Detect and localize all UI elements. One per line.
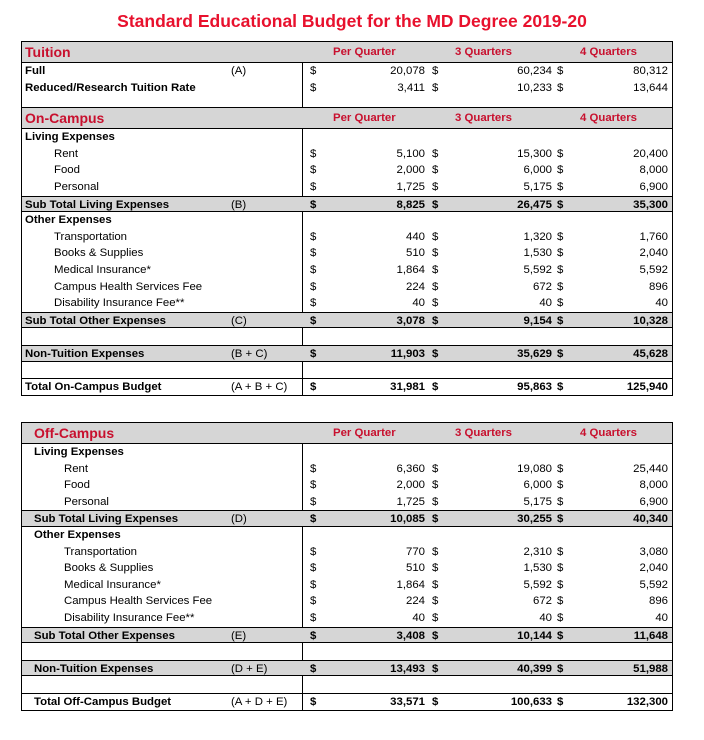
currency-symbol: $ xyxy=(557,180,564,193)
four-quarters-value: 51,988 xyxy=(633,662,668,675)
currency-symbol: $ xyxy=(432,629,439,642)
per-quarter-value: 6,360 xyxy=(396,462,425,475)
table-row xyxy=(22,295,672,312)
non-tuition-row xyxy=(22,345,672,362)
currency-symbol: $ xyxy=(432,280,439,293)
row-label: Food xyxy=(64,479,90,492)
currency-symbol: $ xyxy=(310,198,317,211)
currency-symbol: $ xyxy=(310,611,317,624)
row-label: Transportation xyxy=(64,545,138,558)
three-quarters-value: 19,080 xyxy=(517,462,552,475)
per-quarter-value: 40 xyxy=(412,611,425,624)
currency-symbol: $ xyxy=(432,347,439,360)
row-label: Total Off-Campus Budget xyxy=(34,695,172,708)
three-quarters-value: 5,592 xyxy=(523,578,552,591)
three-quarters-value: 5,175 xyxy=(523,180,552,193)
four-quarters-value: 13,644 xyxy=(633,81,668,94)
currency-symbol: $ xyxy=(432,562,439,575)
table-row xyxy=(22,245,672,262)
currency-symbol: $ xyxy=(557,495,564,508)
per-quarter-value: 440 xyxy=(405,230,425,243)
row-label: Other Expenses xyxy=(25,214,112,227)
three-quarters-value: 2,310 xyxy=(523,545,552,558)
three-quarters-value: 5,175 xyxy=(523,495,552,508)
row-label: Total On-Campus Budget xyxy=(25,381,162,394)
row-label: Rent xyxy=(64,462,89,475)
formula-code: (B + C) xyxy=(231,347,268,360)
four-quarters-value: 132,300 xyxy=(626,695,668,708)
spacer-row xyxy=(22,362,672,379)
per-quarter-value: 3,411 xyxy=(397,81,425,94)
currency-symbol: $ xyxy=(432,247,439,260)
formula-code: (D + E) xyxy=(231,662,268,675)
col-per-quarter: Per Quarter xyxy=(333,46,396,58)
four-quarters-value: 8,000 xyxy=(639,479,668,492)
per-quarter-value: 13,493 xyxy=(390,662,425,675)
currency-symbol: $ xyxy=(557,247,564,260)
row-label: Transportation xyxy=(54,230,128,243)
currency-symbol: $ xyxy=(557,513,564,526)
per-quarter-value: 1,864 xyxy=(396,578,425,591)
four-quarters-value: 5,592 xyxy=(639,578,668,591)
spacer-row xyxy=(22,643,672,660)
currency-symbol: $ xyxy=(310,595,317,608)
three-quarters-value: 10,144 xyxy=(517,629,552,642)
three-quarters-value: 40 xyxy=(539,297,552,310)
currency-symbol: $ xyxy=(432,230,439,243)
four-quarters-value: 6,900 xyxy=(639,180,668,193)
three-quarters-value: 60,234 xyxy=(517,65,552,77)
three-quarters-value: 1,530 xyxy=(523,247,552,260)
per-quarter-value: 5,100 xyxy=(396,147,425,160)
other-expenses-header xyxy=(22,212,672,229)
currency-symbol: $ xyxy=(432,462,439,475)
row-label: Sub Total Living Expenses xyxy=(34,513,179,526)
table-row xyxy=(22,162,672,179)
col-4-quarters: 4 Quarters xyxy=(580,46,637,58)
four-quarters-value: 1,760 xyxy=(639,230,668,243)
three-quarters-value: 9,154 xyxy=(523,314,552,327)
four-quarters-value: 40 xyxy=(655,611,668,624)
currency-symbol: $ xyxy=(432,495,439,508)
currency-symbol: $ xyxy=(557,297,564,310)
currency-symbol: $ xyxy=(310,381,317,394)
formula-code: (C) xyxy=(231,314,247,327)
row-label: Books & Supplies xyxy=(64,562,154,575)
four-quarters-value: 45,628 xyxy=(633,347,668,360)
currency-symbol: $ xyxy=(557,65,564,77)
living-expenses-header xyxy=(22,444,672,461)
row-label: Non-Tuition Expenses xyxy=(34,662,154,675)
row-label: Reduced/Research Tuition Rate xyxy=(25,81,196,94)
currency-symbol: $ xyxy=(432,314,439,327)
spacer-row xyxy=(22,676,672,693)
currency-symbol: $ xyxy=(557,314,564,327)
currency-symbol: $ xyxy=(310,81,317,94)
per-quarter-value: 1,864 xyxy=(396,263,425,276)
row-label: Other Expenses xyxy=(34,528,121,541)
table-row xyxy=(22,494,672,511)
non-tuition-row xyxy=(22,660,672,677)
three-quarters-value: 40,399 xyxy=(517,662,552,675)
currency-symbol: $ xyxy=(310,65,317,77)
three-quarters-value: 35,629 xyxy=(517,347,552,360)
currency-symbol: $ xyxy=(432,479,439,492)
currency-symbol: $ xyxy=(432,65,439,77)
currency-symbol: $ xyxy=(432,81,439,94)
row-label: Personal xyxy=(54,180,99,193)
four-quarters-value: 2,040 xyxy=(639,562,668,575)
subtotal-row xyxy=(22,510,672,527)
currency-symbol: $ xyxy=(557,595,564,608)
currency-symbol: $ xyxy=(310,462,317,475)
currency-symbol: $ xyxy=(557,462,564,475)
table-row xyxy=(22,279,672,296)
per-quarter-value: 510 xyxy=(405,562,425,575)
table-row xyxy=(22,80,672,97)
row-label: Personal xyxy=(64,495,109,508)
currency-symbol: $ xyxy=(557,562,564,575)
currency-symbol: $ xyxy=(310,164,317,177)
currency-symbol: $ xyxy=(557,695,564,708)
currency-symbol: $ xyxy=(557,164,564,177)
formula-code: (B) xyxy=(231,198,247,211)
table-row xyxy=(22,262,672,279)
currency-symbol: $ xyxy=(557,81,564,94)
table-row xyxy=(22,63,672,80)
three-quarters-value: 100,633 xyxy=(510,695,552,708)
three-quarters-value: 40 xyxy=(539,611,552,624)
table-row xyxy=(22,544,672,561)
per-quarter-value: 11,903 xyxy=(390,347,425,360)
table-row xyxy=(22,577,672,594)
four-quarters-value: 6,900 xyxy=(639,495,668,508)
currency-symbol: $ xyxy=(557,662,564,675)
per-quarter-value: 2,000 xyxy=(396,479,425,492)
cell-text: 4 Quarters xyxy=(580,112,637,125)
row-label: Disability Insurance Fee** xyxy=(64,611,195,624)
table-row xyxy=(22,179,672,196)
on-campus-table xyxy=(21,41,673,396)
cell-text: 4 Quarters xyxy=(580,427,637,439)
currency-symbol: $ xyxy=(310,545,317,558)
currency-symbol: $ xyxy=(557,479,564,492)
total-row xyxy=(22,693,672,710)
currency-symbol: $ xyxy=(432,263,439,276)
per-quarter-value: 2,000 xyxy=(396,164,425,177)
per-quarter-value: 3,078 xyxy=(396,314,425,327)
table-row xyxy=(22,229,672,246)
currency-symbol: $ xyxy=(557,381,564,394)
currency-symbol: $ xyxy=(557,578,564,591)
row-label: Sub Total Other Expenses xyxy=(34,629,175,642)
row-label: Food xyxy=(54,164,80,177)
four-quarters-value: 3,080 xyxy=(639,545,668,558)
three-quarters-value: 30,255 xyxy=(517,513,552,526)
four-quarters-value: 11,648 xyxy=(633,629,668,642)
cell-text: Per Quarter xyxy=(333,112,396,125)
off-campus-title: Off-Campus xyxy=(34,425,115,441)
three-quarters-value: 95,863 xyxy=(517,381,552,394)
col-3-quarters: 3 Quarters xyxy=(455,46,512,58)
subtotal-row xyxy=(22,627,672,644)
currency-symbol: $ xyxy=(557,545,564,558)
currency-symbol: $ xyxy=(432,611,439,624)
table-row xyxy=(22,560,672,577)
currency-symbol: $ xyxy=(432,198,439,211)
currency-symbol: $ xyxy=(557,347,564,360)
currency-symbol: $ xyxy=(310,230,317,243)
currency-symbol: $ xyxy=(432,297,439,310)
three-quarters-value: 6,000 xyxy=(523,479,552,492)
four-quarters-value: 125,940 xyxy=(626,381,668,394)
per-quarter-value: 224 xyxy=(405,595,425,608)
off-campus-header xyxy=(22,423,672,444)
cell-text: 3 Quarters xyxy=(455,112,512,125)
currency-symbol: $ xyxy=(432,164,439,177)
row-label: Medical Insurance* xyxy=(54,263,151,276)
other-expenses-header xyxy=(22,527,672,544)
table-row xyxy=(22,146,672,163)
on-campus-title: On-Campus xyxy=(25,110,105,127)
living-expenses-header xyxy=(22,129,672,146)
per-quarter-value: 40 xyxy=(412,297,425,310)
subtotal-row xyxy=(22,196,672,213)
row-label: Living Expenses xyxy=(25,131,115,144)
four-quarters-value: 10,328 xyxy=(633,314,668,327)
currency-symbol: $ xyxy=(557,280,564,293)
currency-symbol: $ xyxy=(310,578,317,591)
three-quarters-value: 10,233 xyxy=(517,81,552,94)
per-quarter-value: 3,408 xyxy=(396,629,425,642)
page-title: Standard Educational Budget for the MD Degree 2019-20 xyxy=(117,11,587,31)
per-quarter-value: 224 xyxy=(405,280,425,293)
cell-text: Per Quarter xyxy=(333,427,396,439)
currency-symbol: $ xyxy=(310,513,317,526)
formula-code: (E) xyxy=(231,629,247,642)
formula-code: (A + D + E) xyxy=(231,695,288,708)
per-quarter-value: 20,078 xyxy=(390,65,425,77)
per-quarter-value: 33,571 xyxy=(390,695,425,708)
table-row xyxy=(22,477,672,494)
table-row xyxy=(22,461,672,478)
currency-symbol: $ xyxy=(557,198,564,211)
currency-symbol: $ xyxy=(310,662,317,675)
total-row xyxy=(22,378,672,395)
formula-code: (A) xyxy=(231,65,247,77)
per-quarter-value: 1,725 xyxy=(396,495,425,508)
currency-symbol: $ xyxy=(310,629,317,642)
tuition-header xyxy=(22,42,672,63)
three-quarters-value: 6,000 xyxy=(523,164,552,177)
on-campus-header xyxy=(22,108,672,129)
per-quarter-value: 31,981 xyxy=(390,381,425,394)
currency-symbol: $ xyxy=(557,230,564,243)
formula-code: (A + B + C) xyxy=(231,381,288,394)
three-quarters-value: 26,475 xyxy=(517,198,552,211)
four-quarters-value: 896 xyxy=(648,595,668,608)
three-quarters-value: 5,592 xyxy=(523,263,552,276)
four-quarters-value: 40,340 xyxy=(633,513,668,526)
currency-symbol: $ xyxy=(310,180,317,193)
currency-symbol: $ xyxy=(432,695,439,708)
currency-symbol: $ xyxy=(432,595,439,608)
per-quarter-value: 8,825 xyxy=(396,198,425,211)
currency-symbol: $ xyxy=(557,263,564,276)
off-campus-table xyxy=(21,422,673,711)
currency-symbol: $ xyxy=(310,495,317,508)
table-row xyxy=(22,610,672,627)
three-quarters-value: 672 xyxy=(532,595,552,608)
table-row xyxy=(22,593,672,610)
row-label: Rent xyxy=(54,147,79,160)
currency-symbol: $ xyxy=(310,280,317,293)
cell-text: 3 Quarters xyxy=(455,427,512,439)
per-quarter-value: 10,085 xyxy=(390,513,425,526)
row-label: Non-Tuition Expenses xyxy=(25,347,145,360)
formula-code: (D) xyxy=(231,513,247,526)
currency-symbol: $ xyxy=(310,314,317,327)
row-label: Books & Supplies xyxy=(54,247,144,260)
three-quarters-value: 672 xyxy=(532,280,552,293)
currency-symbol: $ xyxy=(432,578,439,591)
per-quarter-value: 510 xyxy=(405,247,425,260)
currency-symbol: $ xyxy=(557,629,564,642)
tuition-title: Tuition xyxy=(25,44,71,60)
currency-symbol: $ xyxy=(557,147,564,160)
four-quarters-value: 80,312 xyxy=(633,65,668,77)
four-quarters-value: 5,592 xyxy=(639,263,668,276)
currency-symbol: $ xyxy=(310,695,317,708)
currency-symbol: $ xyxy=(432,180,439,193)
four-quarters-value: 2,040 xyxy=(639,247,668,260)
four-quarters-value: 896 xyxy=(648,280,668,293)
currency-symbol: $ xyxy=(432,147,439,160)
row-label: Sub Total Other Expenses xyxy=(25,314,166,327)
row-label: Sub Total Living Expenses xyxy=(25,198,170,211)
currency-symbol: $ xyxy=(310,479,317,492)
row-label: Full xyxy=(25,65,46,77)
currency-symbol: $ xyxy=(310,562,317,575)
three-quarters-value: 1,530 xyxy=(523,562,552,575)
spacer-row xyxy=(22,96,672,108)
per-quarter-value: 1,725 xyxy=(396,180,425,193)
four-quarters-value: 8,000 xyxy=(639,164,668,177)
three-quarters-value: 1,320 xyxy=(523,230,552,243)
currency-symbol: $ xyxy=(432,545,439,558)
currency-symbol: $ xyxy=(432,662,439,675)
currency-symbol: $ xyxy=(432,513,439,526)
subtotal-row xyxy=(22,312,672,329)
spacer-row xyxy=(22,328,672,345)
four-quarters-value: 20,400 xyxy=(633,147,668,160)
four-quarters-value: 40 xyxy=(655,297,668,310)
row-label: Campus Health Services Fee xyxy=(64,595,213,608)
currency-symbol: $ xyxy=(557,611,564,624)
currency-symbol: $ xyxy=(310,147,317,160)
three-quarters-value: 15,300 xyxy=(517,147,552,160)
row-label: Living Expenses xyxy=(34,446,124,458)
row-label: Disability Insurance Fee** xyxy=(54,297,185,310)
row-label: Campus Health Services Fee xyxy=(54,280,203,293)
currency-symbol: $ xyxy=(310,297,317,310)
per-quarter-value: 770 xyxy=(405,545,425,558)
four-quarters-value: 35,300 xyxy=(633,198,668,211)
four-quarters-value: 25,440 xyxy=(633,462,668,475)
currency-symbol: $ xyxy=(432,381,439,394)
currency-symbol: $ xyxy=(310,247,317,260)
row-label: Medical Insurance* xyxy=(64,578,161,591)
currency-symbol: $ xyxy=(310,347,317,360)
currency-symbol: $ xyxy=(310,263,317,276)
